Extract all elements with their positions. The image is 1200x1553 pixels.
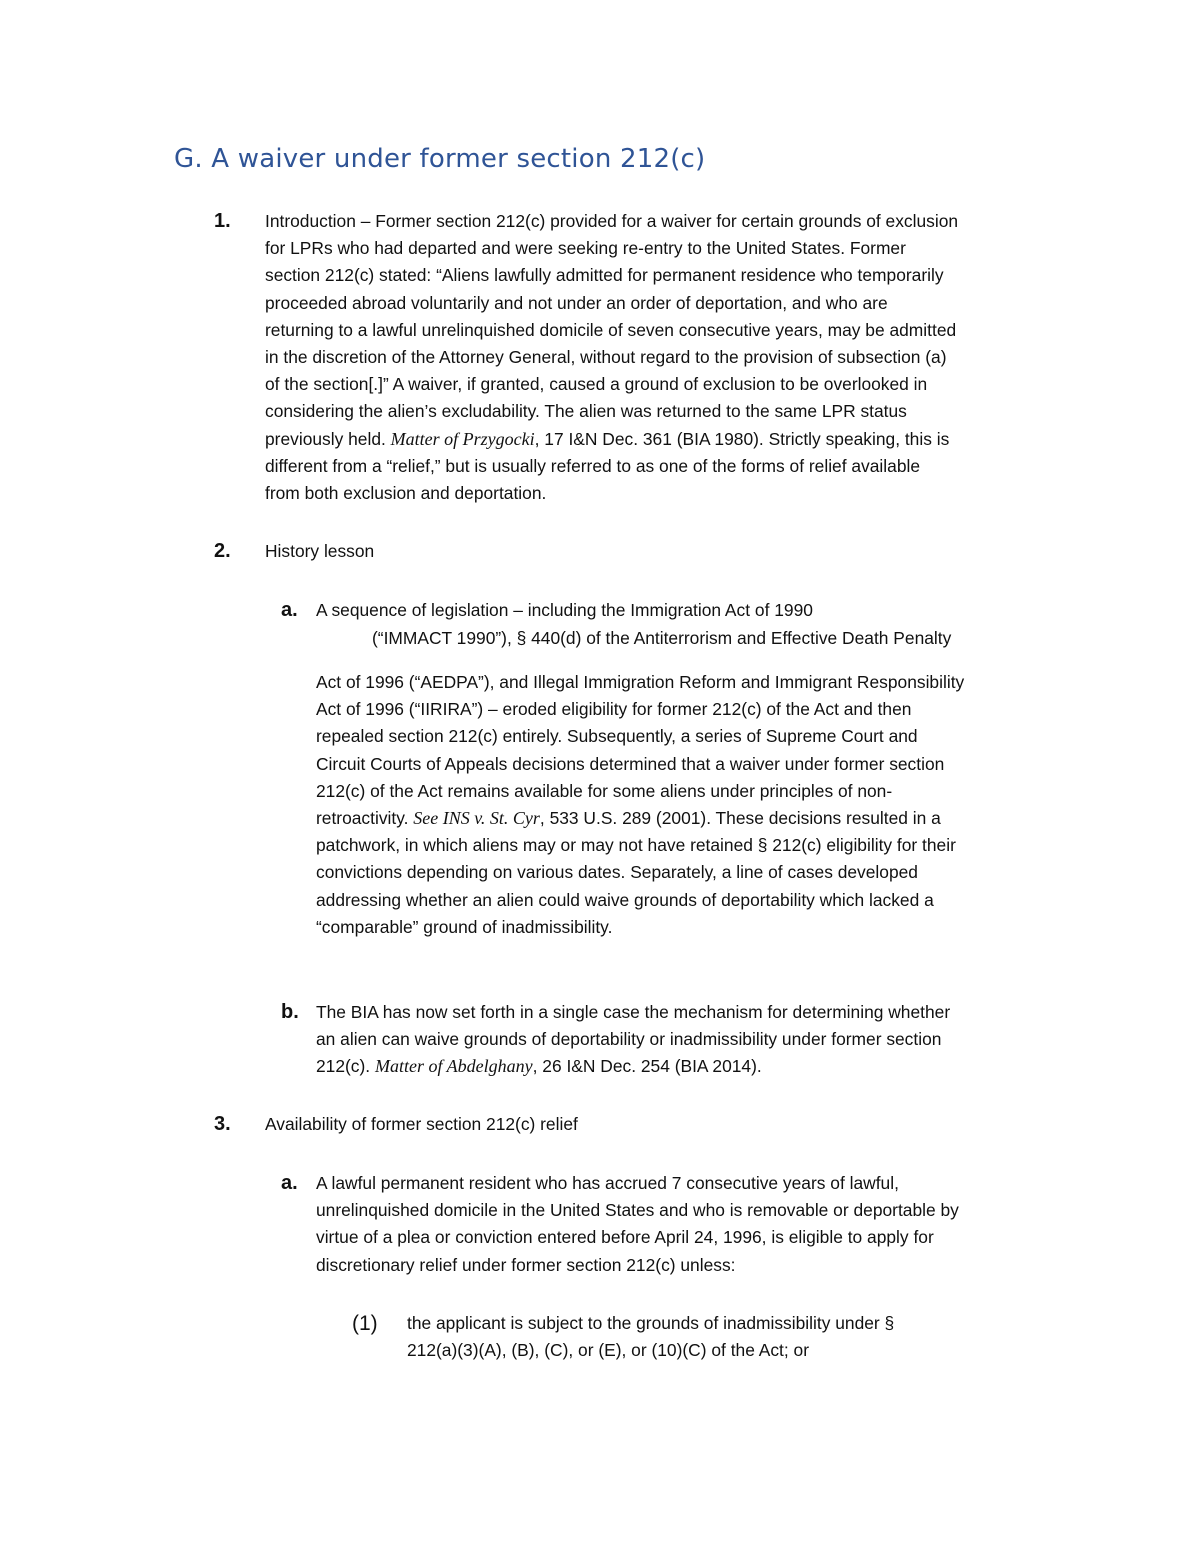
item-1-marker: (1) (352, 1312, 378, 1335)
paragraph-line: considering the alien’s excludability. The alien was returned to the same LPR status (265, 401, 907, 422)
paragraph-line: The BIA has now set forth in a single case the mechanism for determining whether (316, 1002, 951, 1022)
citation-line (316, 805, 964, 832)
paragraph-line: an alien can waive grounds of deportability or inadmissibility under former section (316, 1029, 942, 1050)
paragraph-line: of the section[.]” A waiver, if granted, caused a ground of exclusion to be overlooked in (265, 374, 928, 395)
paragraph-line: proceeded abroad voluntarily and not under an order of deportation, and who are (265, 292, 888, 313)
paragraph-line: (“IMMACT 1990”), § 440(d) of the Antiterrorism and Effective Death Penalty (372, 628, 952, 648)
paragraph-line: for LPRs who had departed and were seeking re-entry to the United States. Former (265, 238, 906, 259)
paragraph-line: 212(a)(3)(A), (B), (C), or (E), or (10)(C) of the Act; or (407, 1340, 809, 1361)
citation-trail: , 533 U.S. 289 (2001). These decisions resulted in a (539, 808, 941, 829)
paragraph-line: in the discretion of the Attorney General, without regard to the provision of subsection (a) (265, 347, 947, 368)
citation-lead: 212(c). (316, 1056, 375, 1077)
paragraph-line: section 212(c) stated: “Aliens lawfully admitted for permanent residence who temporarily (265, 265, 944, 286)
paragraph-line: Act of 1996 (“IIRIRA”) – eroded eligibility for former 212(c) of the Act and then (316, 699, 912, 720)
section-2-title: History lesson (265, 541, 375, 561)
citation-lead: retroactivity. (316, 808, 414, 829)
subsection-2a-line-1 (316, 597, 813, 624)
section-1-marker: 1. (214, 210, 231, 232)
paragraph-line: from both exclusion and deportation. (265, 483, 547, 504)
paragraph-line: Introduction – Former section 212(c) provided for a waiver for certain grounds of exclusion (265, 211, 959, 231)
paragraph-line: addressing whether an alien could waive grounds of deportability which lacked a (316, 889, 934, 910)
paragraph-line: 212(c) of the Act remains available for some aliens under principles of non- (316, 780, 893, 801)
citation-lead: previously held. (265, 428, 391, 449)
paragraph-line: Act of 1996 (“AEDPA”), and Illegal Immigration Reform and Immigrant Responsibility (316, 672, 965, 692)
subsection-2a-paragraph (316, 669, 964, 941)
case-citation: Matter of Przygocki (390, 428, 535, 449)
citation-line (265, 426, 958, 453)
subsection-3a-paragraph (316, 1170, 959, 1279)
paragraph-line: returning to a lawful unrelinquished domicile of seven consecutive years, may be admitted (265, 319, 957, 340)
subsection-2a-marker: a. (281, 599, 298, 621)
paragraph-line: A sequence of legislation – including the Immigration Act of 1990 (316, 600, 813, 620)
paragraph-line: repealed section 212(c) entirely. Subsequently, a series of Supreme Court and (316, 726, 918, 747)
item-1-paragraph (407, 1310, 894, 1364)
section-3-title: Availability of former section 212(c) relief (265, 1114, 578, 1134)
paragraph-line: convictions depending on various dates. Separately, a line of cases developed (316, 862, 918, 883)
citation-line (316, 1053, 950, 1080)
subsection-2b-paragraph (316, 999, 950, 1081)
section-1-paragraph (265, 208, 958, 507)
citation-trail: , 26 I&N Dec. 254 (BIA 2014). (532, 1056, 762, 1077)
subsection-2b-marker: b. (281, 1001, 299, 1023)
paragraph-line: “comparable” ground of inadmissibility. (316, 916, 613, 937)
case-citation: See INS v. St. Cyr (413, 808, 540, 829)
paragraph-line: the applicant is subject to the grounds of inadmissibility under § (407, 1313, 895, 1333)
section-2-marker: 2. (214, 540, 231, 562)
paragraph-line: virtue of a plea or conviction entered before April 24, 1996, is eligible to apply for (316, 1227, 934, 1248)
paragraph-line: discretionary relief under former section 212(c) unless: (316, 1254, 736, 1275)
paragraph-line: A lawful permanent resident who has accrued 7 consecutive years of lawful, (316, 1173, 899, 1193)
case-citation: Matter of Abdelghany (374, 1056, 533, 1077)
paragraph-line: unrelinquished domicile in the United States and who is removable or deportable by (316, 1200, 959, 1221)
paragraph-line: patchwork, in which aliens may or may not have retained § 212(c) eligibility for their (316, 835, 956, 856)
paragraph-line: different from a “relief,” but is usually referred to as one of the forms of relief available (265, 455, 921, 476)
citation-trail: , 17 I&N Dec. 361 (BIA 1980). Strictly speaking, this is (534, 428, 950, 449)
section-heading: G. A waiver under former section 212(c) (174, 144, 706, 174)
section-3-marker: 3. (214, 1113, 231, 1135)
paragraph-line: Circuit Courts of Appeals decisions determined that a waiver under former section (316, 753, 945, 774)
subsection-2a-line-2 (372, 625, 951, 652)
subsection-3a-marker: a. (281, 1172, 298, 1194)
